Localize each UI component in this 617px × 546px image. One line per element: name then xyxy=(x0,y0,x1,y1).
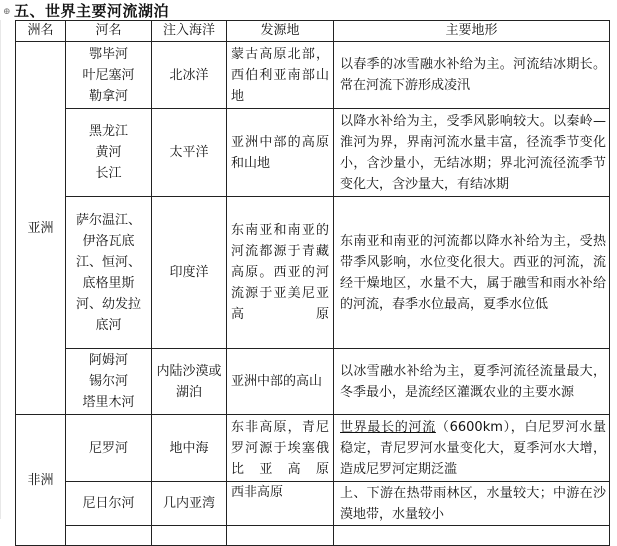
river-cell: 阿姆河 锡尔河 塔里木河 xyxy=(66,349,152,415)
features-cell: 以降水补给为主，受季风影响较大。以秦岭—淮河为界，界南河流水量丰富，径流季节变化小，含沙量小，无结冰期；界北河流径流季节变化大，含沙量大，有结冰期 xyxy=(334,109,610,197)
river-cell: 萨尔温江、伊洛瓦底江、恒河、底格里斯河、幼发拉底河 xyxy=(66,197,152,349)
header-continent: 洲名 xyxy=(16,21,66,42)
page-edge xyxy=(0,20,1,519)
source-cell: 蒙古高原北部，西伯利亚南部山地 xyxy=(227,42,334,109)
empty-cell xyxy=(334,526,610,546)
features-cell: 以春季的冰雪融水补给为主。河流结冰期长。常在河流下游形成凌汛 xyxy=(334,42,610,109)
features-cell: 以冰雪融水补给为主，夏季河流径流量最大，冬季最小，是流经区灌溉农业的主要水源 xyxy=(334,349,610,415)
header-ocean: 注入海洋 xyxy=(152,21,227,42)
longest-river-highlight: 世界最长的河流 xyxy=(340,419,436,435)
header-features: 主要地形 xyxy=(334,21,610,42)
empty-cell xyxy=(227,526,334,546)
source-cell: 东非高原，青尼罗河源于埃塞俄比亚高原 xyxy=(227,415,334,482)
header-source: 发源地 xyxy=(227,21,334,42)
table-row xyxy=(16,197,610,349)
features-cell xyxy=(334,415,610,482)
features-text: （6600km），白尼罗河水量稳定，青尼罗河水量变化大，夏季河水大增，造成尼罗河定期泛滥 xyxy=(340,419,606,477)
anchor-mark-icon: ⊕ xyxy=(3,7,12,17)
table-row-partial xyxy=(16,526,610,546)
table-row xyxy=(16,109,610,197)
empty-cell xyxy=(66,526,152,546)
ocean-cell: 北冰洋 xyxy=(152,42,227,109)
empty-cell xyxy=(152,526,227,546)
source-cell: 亚洲中部的高原和山地 xyxy=(227,109,334,197)
ocean-cell: 内陆沙漠或湖泊 xyxy=(152,349,227,415)
river-cell: 尼罗河 xyxy=(66,415,152,482)
ocean-cell: 印度洋 xyxy=(152,197,227,349)
ocean-cell: 几内亚湾 xyxy=(152,482,227,526)
continent-cell: 亚洲 xyxy=(16,42,66,415)
river-cell: 黑龙江 黄河 长江 xyxy=(66,109,152,197)
source-cell: 亚洲中部的高山 xyxy=(227,349,334,415)
features-cell: 东南亚和南亚的河流都以降水补给为主，受热带季风影响，水位变化很大。西亚的河流，流经干燥地区，水量不大，属于融雪和雨水补给的河流，春季水位最高，夏季水位低 xyxy=(334,197,610,349)
source-cell: 东南亚和南亚的河流都源于青藏高原。西亚的河流源于亚美尼亚高原 xyxy=(227,197,334,349)
header-river: 河名 xyxy=(66,21,152,42)
ocean-cell: 地中海 xyxy=(152,415,227,482)
header-row xyxy=(16,21,610,42)
table-row xyxy=(16,349,610,415)
river-cell: 尼日尔河 xyxy=(66,482,152,526)
ocean-cell: 太平洋 xyxy=(152,109,227,197)
section-title: ⊕ 五、世界主要河流湖泊 xyxy=(3,2,170,20)
river-cell: 鄂毕河 叶尼塞河 勒拿河 xyxy=(66,42,152,109)
source-cell: 西非高原 xyxy=(227,482,334,526)
rivers-table xyxy=(15,20,610,546)
table-row xyxy=(16,42,610,109)
features-cell: 上、下游在热带雨林区，水量较大；中游在沙漠地带，水量较小 xyxy=(334,482,610,526)
table-row xyxy=(16,415,610,482)
continent-cell: 非洲 xyxy=(16,415,66,546)
